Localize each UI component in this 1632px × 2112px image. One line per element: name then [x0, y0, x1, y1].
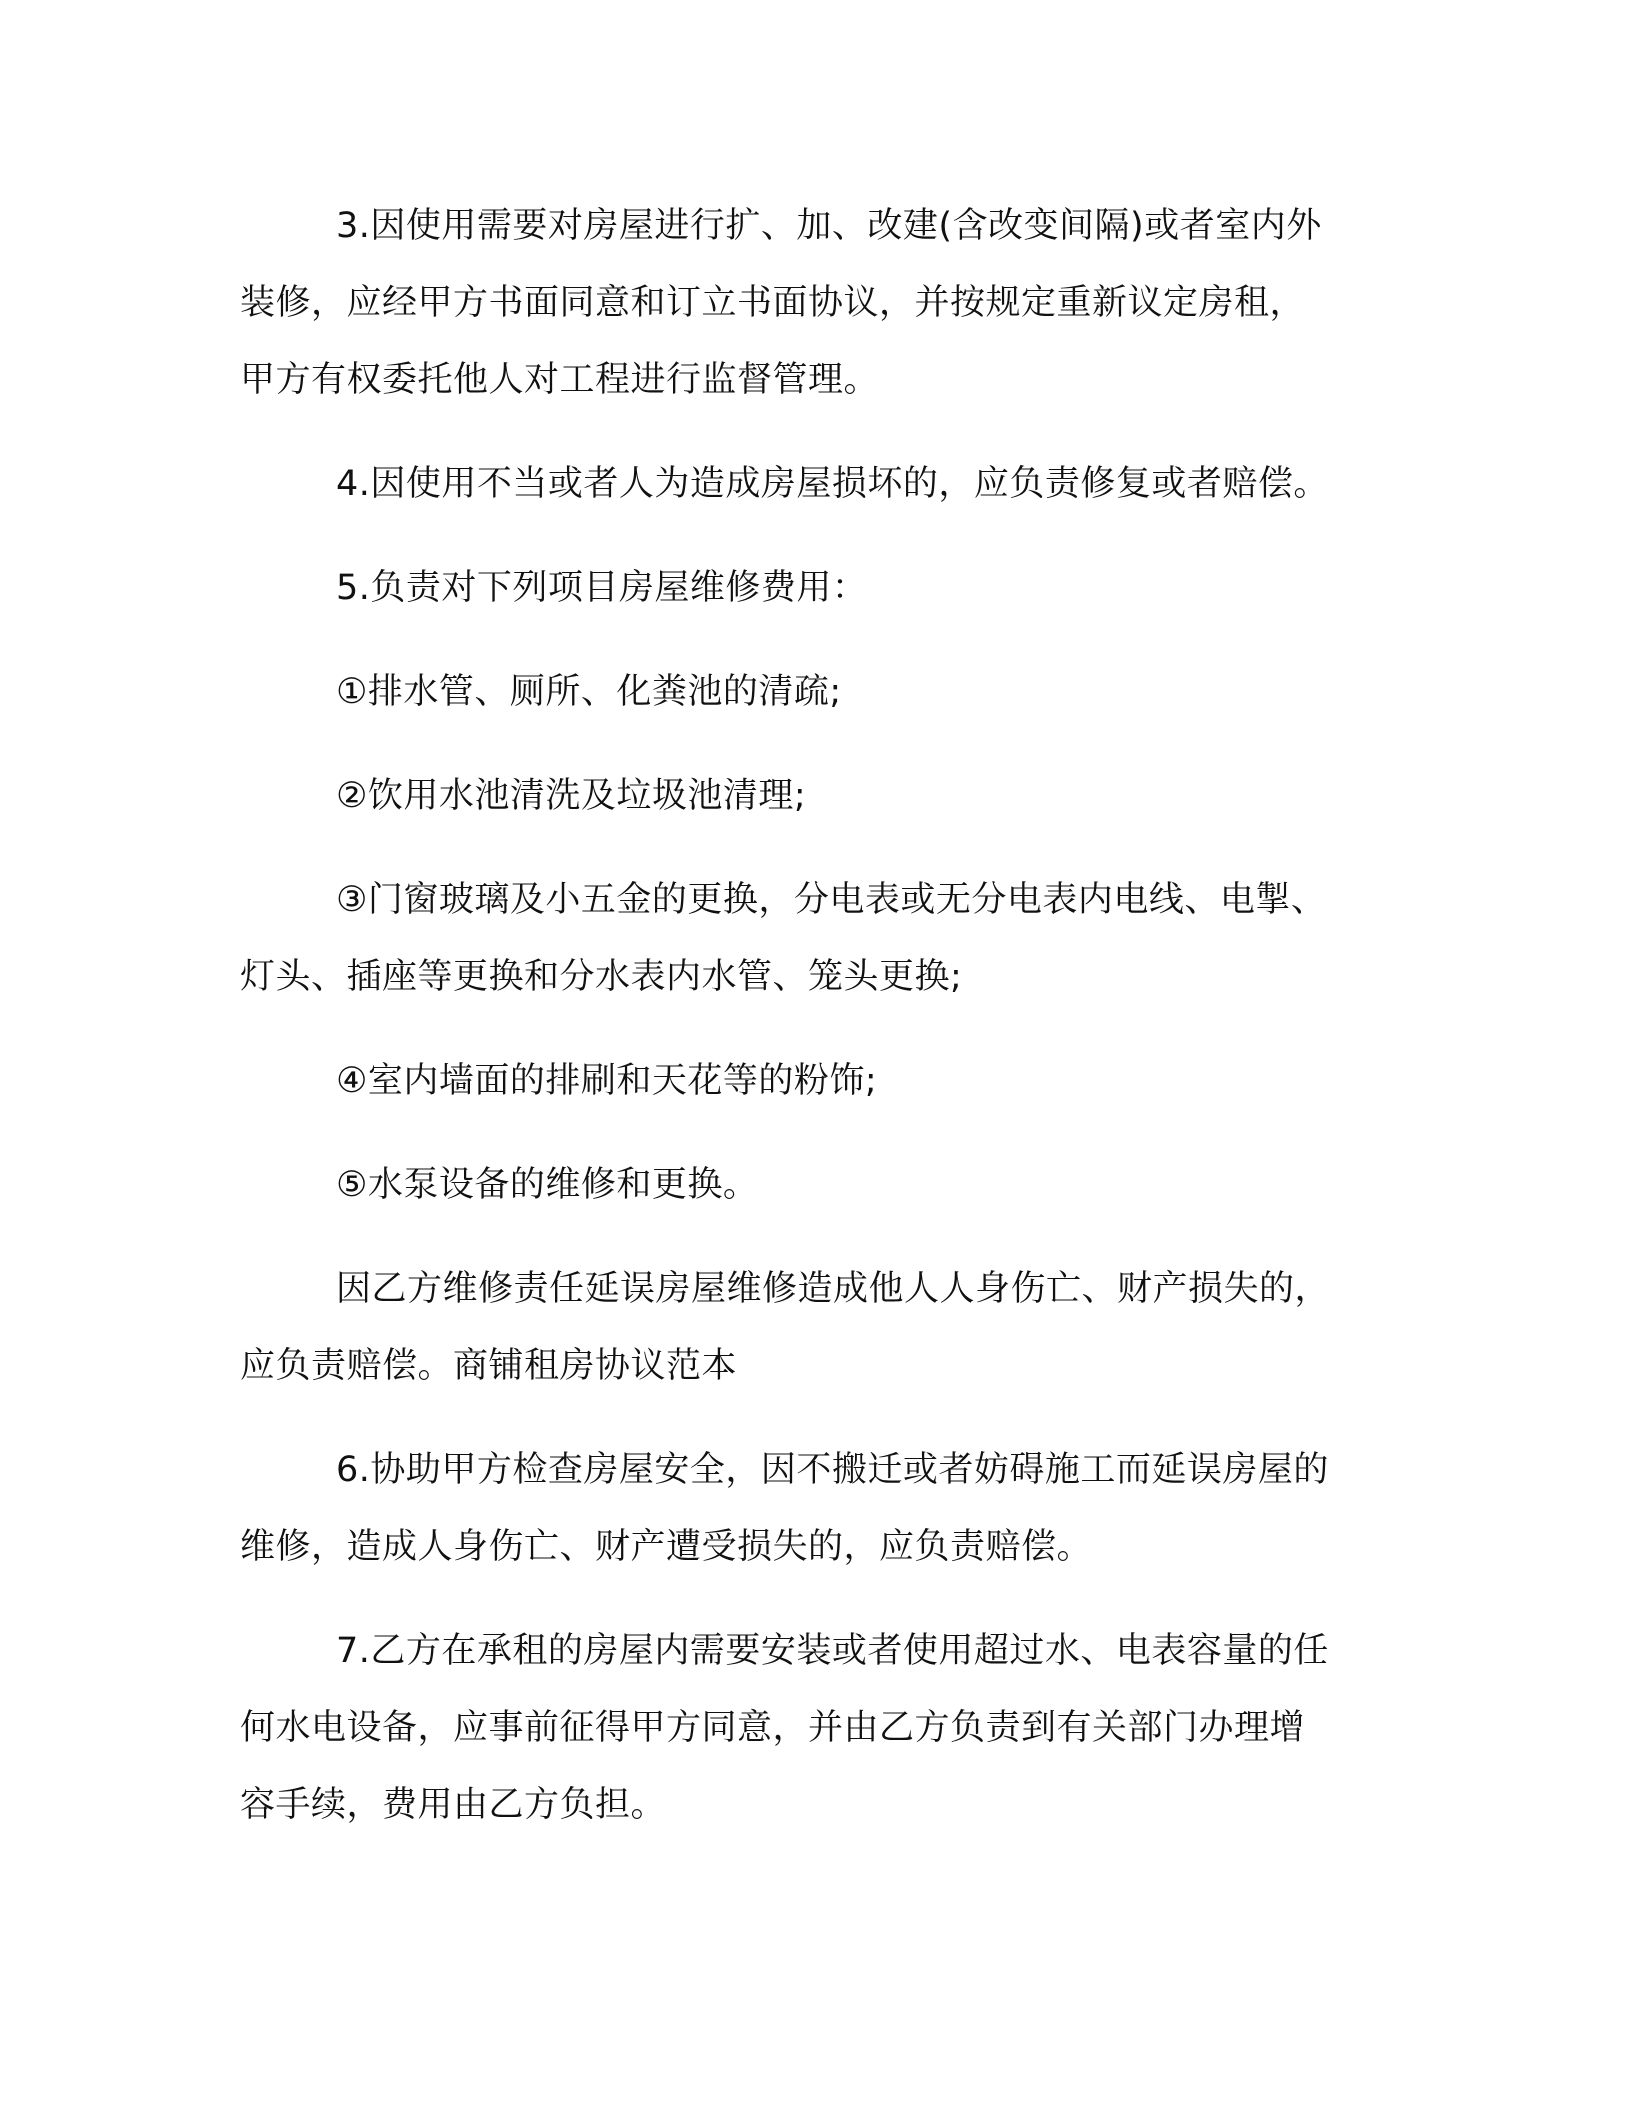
list-item-3: [240, 862, 1370, 1016]
text-line: ⑤水泵设备的维修和更换。: [336, 1165, 759, 1205]
text-line: 5.负责对下列项目房屋维修费用：: [336, 568, 868, 608]
text-line: ④室内墙面的排刷和天花等的粉饰;: [336, 1061, 878, 1101]
list-item-4: [240, 1043, 1370, 1120]
document-page: [240, 188, 1370, 1871]
list-item-5: [240, 1147, 1370, 1224]
text-line: 何水电设备，应事前征得甲方同意，并由乙方负责到有关部门办理增: [240, 1708, 1306, 1748]
text-line: 4.因使用不当或者人为造成房屋损坏的，应负责修复或者赔偿。: [336, 464, 1329, 504]
text-line: 灯头、插座等更换和分水表内水管、笼头更换;: [240, 957, 963, 997]
paragraph-clause-4: [240, 446, 1370, 523]
paragraph-liability: [240, 1251, 1370, 1405]
text-line: 维修，造成人身伤亡、财产遭受损失的，应负责赔偿。: [240, 1527, 1093, 1567]
list-item-1: [240, 654, 1370, 731]
text-line: ③门窗玻璃及小五金的更换，分电表或无分电表内电线、电掣、: [336, 880, 1327, 920]
text-line: 因乙方维修责任延误房屋维修造成他人人身伤亡、财产损失的，: [336, 1269, 1331, 1309]
list-item-2: [240, 758, 1370, 835]
paragraph-clause-6: [240, 1432, 1370, 1586]
text-line: ②饮用水池清洗及垃圾池清理;: [336, 776, 807, 816]
text-line: 甲方有权委托他人对工程进行监督管理。: [240, 360, 880, 400]
paragraph-clause-7: [240, 1613, 1370, 1844]
text-line: 7.乙方在承租的房屋内需要安装或者使用超过水、电表容量的任: [336, 1631, 1329, 1671]
text-line: ①排水管、厕所、化粪池的清疏;: [336, 672, 842, 712]
text-line: 装修，应经甲方书面同意和订立书面协议，并按规定重新议定房租，: [240, 283, 1306, 323]
text-line: 3.因使用需要对房屋进行扩、加、改建(含改变间隔)或者室内外: [336, 206, 1322, 246]
text-line: 容手续，费用由乙方负担。: [240, 1785, 667, 1825]
text-line: 应负责赔偿。商铺租房协议范本: [240, 1346, 738, 1386]
paragraph-clause-3: [240, 188, 1370, 419]
paragraph-clause-5: [240, 550, 1370, 627]
text-line: 6.协助甲方检查房屋安全，因不搬迁或者妨碍施工而延误房屋的: [336, 1450, 1329, 1490]
